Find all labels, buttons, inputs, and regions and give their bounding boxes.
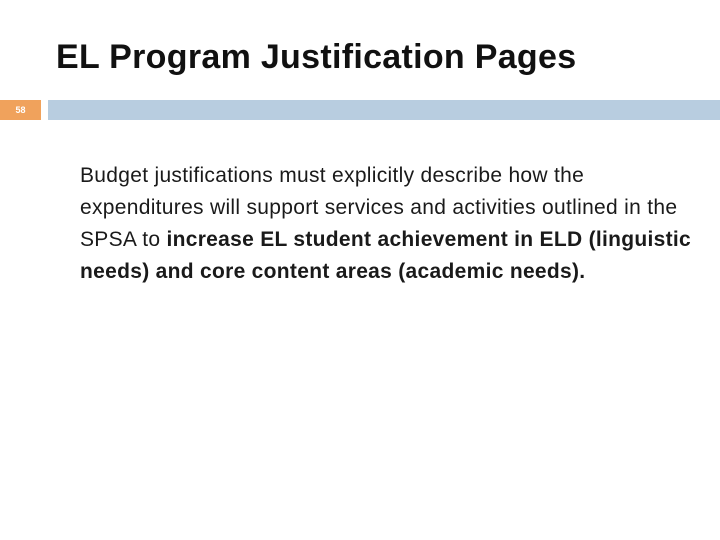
body-text-normal: Budget justifications must explicitly describe how the expenditures will support services and activities outlined in the SPSA to xyxy=(80,164,678,251)
body-paragraph xyxy=(80,160,695,288)
slide-title: EL Program Justification Pages xyxy=(56,38,577,76)
body-text-emphasis: increase EL student achievement in ELD (linguistic needs) and core content areas (academic needs). xyxy=(80,228,692,283)
slide-number: 58 xyxy=(0,100,41,120)
title-divider xyxy=(0,100,720,120)
divider-bar xyxy=(48,100,720,120)
